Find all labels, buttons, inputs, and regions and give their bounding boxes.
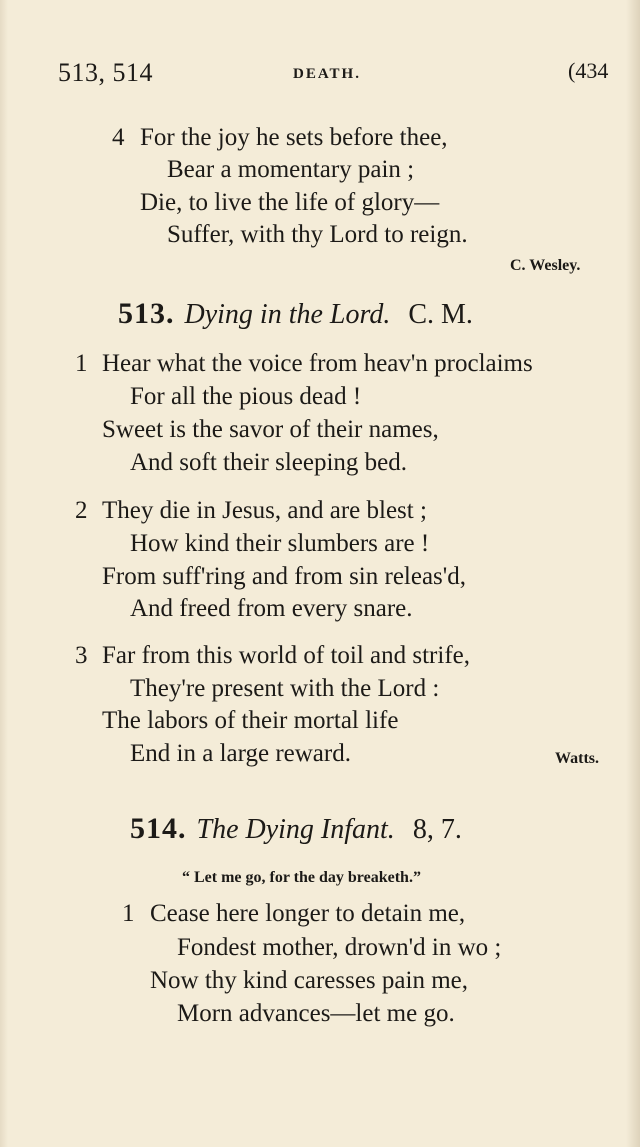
- hymn-title: Dying in the Lord.: [184, 299, 391, 330]
- verse-line: Sweet is the savor of their names,: [102, 416, 439, 443]
- verse-line: Now thy kind caresses pain me,: [150, 967, 468, 994]
- verse-line: The labors of their mortal life: [102, 707, 399, 734]
- verse-number: 3: [75, 642, 88, 669]
- verse-line: Hear what the voice from heav'n proclaims: [102, 350, 533, 377]
- verse-line: For the joy he sets before thee,: [140, 124, 448, 151]
- verse-line: End in a large reward.: [130, 740, 351, 767]
- hymn-meter: C. M.: [408, 299, 473, 330]
- hymn-meter: 8, 7.: [412, 814, 462, 845]
- verse-line: They're present with the Lord :: [130, 675, 440, 702]
- prev-hymn-attribution: C. Wesley.: [510, 257, 581, 274]
- page-number: (434: [568, 58, 609, 83]
- header-hymn-numbers: 513, 514: [58, 58, 153, 87]
- verse-line: Bear a momentary pain ;: [167, 156, 415, 183]
- verse-line: Die, to live the life of glory—: [140, 189, 440, 216]
- verse-number: 1: [122, 900, 135, 927]
- page-header: [0, 58, 640, 98]
- verse-line: Far from this world of toil and strife,: [102, 642, 470, 669]
- hymn-513-heading: [118, 297, 473, 331]
- hymn-number: 514.: [130, 812, 187, 845]
- verse-line: For all the pious dead !: [130, 383, 362, 410]
- verse-line: From suff'ring and from sin releas'd,: [102, 563, 467, 590]
- verse-line: How kind their slumbers are !: [130, 530, 430, 557]
- verse-number: 1: [75, 350, 88, 377]
- verse-number: 2: [75, 497, 88, 524]
- verse-line: They die in Jesus, and are blest ;: [102, 497, 427, 524]
- verse-line: Suffer, with thy Lord to reign.: [167, 221, 468, 248]
- page-left-edge: [0, 0, 8, 1147]
- hymn-title: The Dying Infant.: [196, 814, 395, 845]
- header-section-title: DEATH.: [293, 66, 361, 82]
- verse-line: Cease here longer to detain me,: [150, 900, 466, 927]
- hymn-514-epigraph: “ Let me go, for the day breaketh.”: [182, 869, 421, 886]
- verse-line: And freed from every snare.: [130, 595, 413, 622]
- hymn-number: 513.: [118, 297, 175, 330]
- verse-number: 4: [112, 124, 125, 151]
- hymn-513-attribution: Watts.: [555, 750, 599, 767]
- hymn-514-heading: [130, 812, 462, 846]
- verse-line: Morn advances—let me go.: [177, 1000, 455, 1027]
- page-right-edge: [626, 0, 640, 1147]
- verse-line: Fondest mother, drown'd in wo ;: [177, 934, 502, 961]
- verse-line: And soft their sleeping bed.: [130, 449, 408, 476]
